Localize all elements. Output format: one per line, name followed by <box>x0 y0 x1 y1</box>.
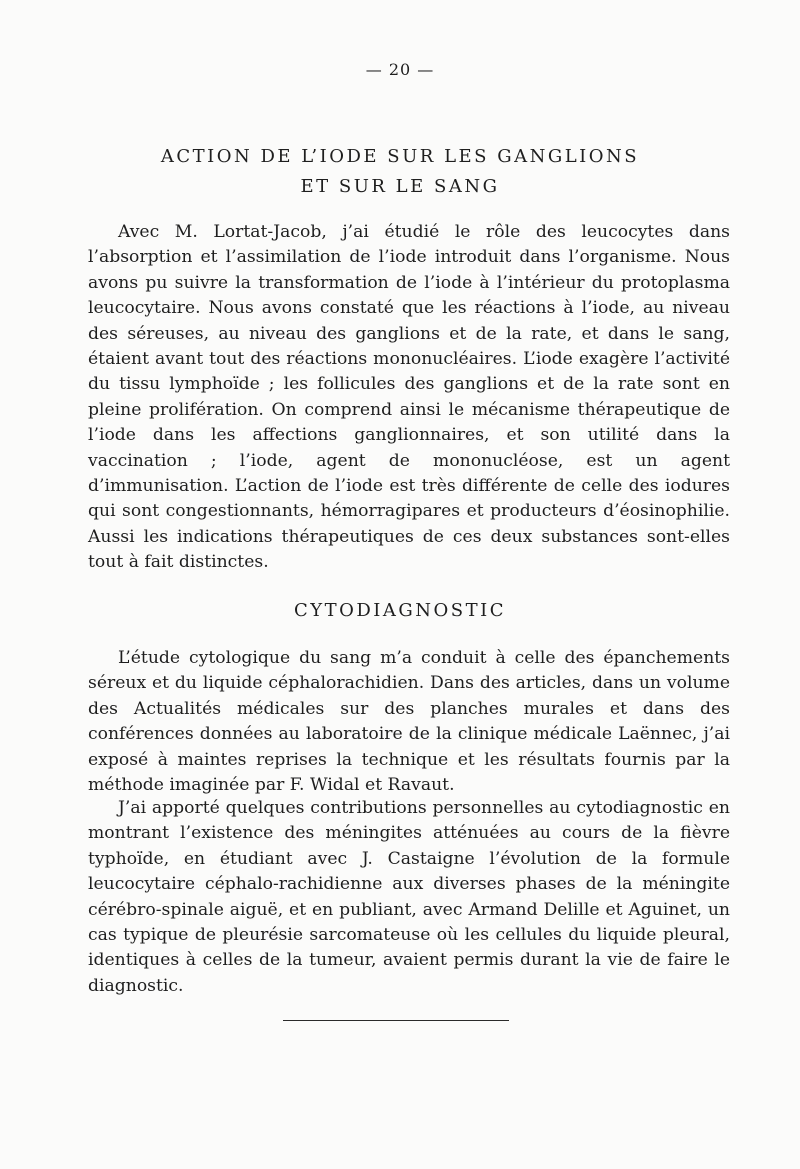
section-title-iode-line2: ET SUR LE SANG <box>300 176 500 197</box>
section-title-cytodiagnostic: CYTODIAGNOSTIC <box>293 600 507 621</box>
end-rule-divider <box>283 1020 509 1021</box>
paragraph-iode: Avec M. Lortat-Jacob, j’ai étudié le rôle des leucocytes dans l’absorption et l’assimilation de l’iode introduit dans l’organisme. Nous avons pu suivre la transformation de l’iode à l’intérieur du protoplasma leucocytaire. Nous avons constaté que les réactions à l’iode, au niveau des séreuses, au niveau des ganglions et de la rate, et dans le sang, étaient avant tout des réactions mononucléaires. L’iode exagère l’activité du tissu lymphoïde ; les follicules des ganglions et de la rate sont en pleine prolifération. On comprend ainsi le mécanisme thérapeutique de l’iode dans les affections ganglionnaires, et son utilité dans la vaccination ; l’iode, agent de mononucléose, est un agent d’immunisation. L’action de l’iode est très différente de celle des iodures qui sont congestionnants, hémorragipares et producteurs d’éosinophilie. Aussi les indications thérapeutiques de ces deux substances sont-elles tout à fait distinctes. <box>88 222 730 573</box>
paragraph-cytodiagnostic-2: J’ai apporté quelques contributions personnelles au cytodiagnostic en montrant l’existence des méningites atténuées au cours de la fièvre typhoïde, en étudiant avec J. Castaigne l’évolution de la formule leucocytaire céphalo-rachidienne aux diverses phases de la méningite cérébro-spinale aiguë, et en publiant, avec Armand Delille et Aguinet, un cas typique de pleurésie sarcomateuse où les cellules du liquide pleural, identiques à celles de la tumeur, avaient permis durant la vie de faire le diagnostic. <box>88 798 730 996</box>
section-title-iode-line1: ACTION DE L’IODE SUR LES GANGLIONS <box>160 146 640 167</box>
section-title-iode <box>0 142 800 202</box>
paragraph-cytodiagnostic-1: L’étude cytologique du sang m’a conduit à celle des épanchements séreux et du liquide céphalorachidien. Dans des articles, dans un volume des Actualités médicales sur des planches murales et dans des conférences données au laboratoire de la clinique médicale Laënnec, j’ai exposé à maintes reprises la technique et les résultats fournis par la méthode imaginée par F. Widal et Ravaut. <box>88 648 730 796</box>
page-number: — 20 — <box>365 60 435 79</box>
